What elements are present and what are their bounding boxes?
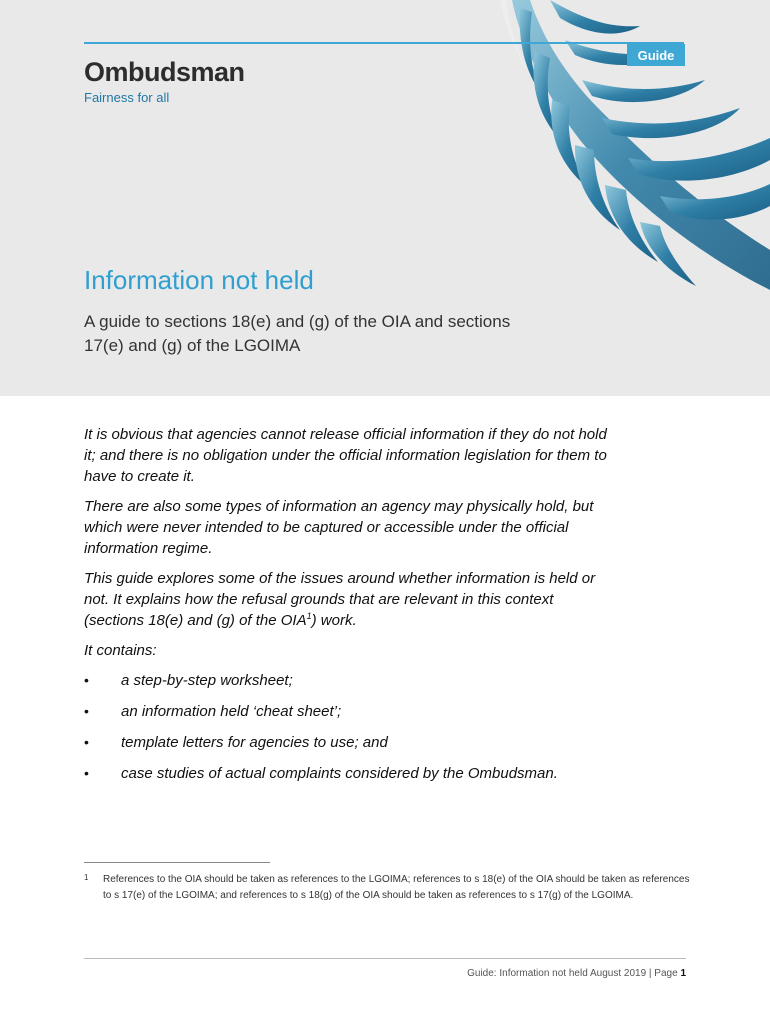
contents-list <box>84 670 614 784</box>
footnote-text: References to the OIA should be taken as references to the LGOIMA; references to s 18(e) of the OIA should be taken as references to s 17(e) of the LGOIMA; and references to s 18(g) of the OIA should be taken as references to s 17(g) of the LGOIMA. <box>103 874 690 901</box>
list-item-text: an information held ‘cheat sheet’; <box>121 703 342 720</box>
intro-paragraph-1: It is obvious that agencies cannot release official information if they do not hold it; and there is no obligation under the official information legislation for them to have to create it. <box>84 426 607 485</box>
document-subtitle: A guide to sections 18(e) and (g) of the OIA and sections 17(e) and (g) of the LGOIMA <box>84 312 511 355</box>
intro-paragraph-3-text: This guide explores some of the issues around whether information is held or not. It explains how the refusal grounds that are relevant in this context (sections 18(e) and (g) of the OIA <box>84 570 596 629</box>
logo-wordmark: Ombudsman <box>84 57 245 87</box>
intro-paragraph-2: There are also some types of information an agency may physically hold, but which were never intended to be captured or accessible under the official information regime. <box>84 498 594 557</box>
bullet-icon: • <box>84 703 89 719</box>
footer-text: Guide: Information not held August 2019 | Page <box>467 968 678 979</box>
intro-paragraph-3 <box>84 568 614 631</box>
list-item-text: template letters for agencies to use; and <box>121 734 388 751</box>
list-item <box>84 763 614 784</box>
list-item <box>84 670 614 691</box>
bullet-icon: • <box>84 734 89 750</box>
contains-label: It contains: <box>84 642 157 659</box>
page-number: 1 <box>680 968 686 979</box>
logo-tagline: Fairness for all <box>84 90 170 105</box>
footer-divider <box>84 958 686 959</box>
footnote-divider <box>84 862 270 863</box>
list-item <box>84 701 614 722</box>
intro-paragraph-3-tail: ) work. <box>311 612 357 629</box>
header-band <box>0 0 770 396</box>
page-footer <box>467 968 686 979</box>
bullet-icon: • <box>84 672 89 688</box>
footnote <box>84 872 694 904</box>
top-accent-rule <box>84 42 684 44</box>
list-item <box>84 732 614 753</box>
document-title: Information not held <box>84 265 314 295</box>
footnote-reference[interactable]: 1 <box>306 611 312 621</box>
list-item-text: case studies of actual complaints considered by the Ombudsman. <box>121 765 558 782</box>
list-item-text: a step-by-step worksheet; <box>121 672 293 689</box>
ombudsman-logo <box>84 58 245 86</box>
guide-tag: Guide <box>627 44 685 66</box>
intro-section <box>84 424 614 794</box>
bullet-icon: • <box>84 765 89 781</box>
footnote-number: 1 <box>84 873 89 882</box>
